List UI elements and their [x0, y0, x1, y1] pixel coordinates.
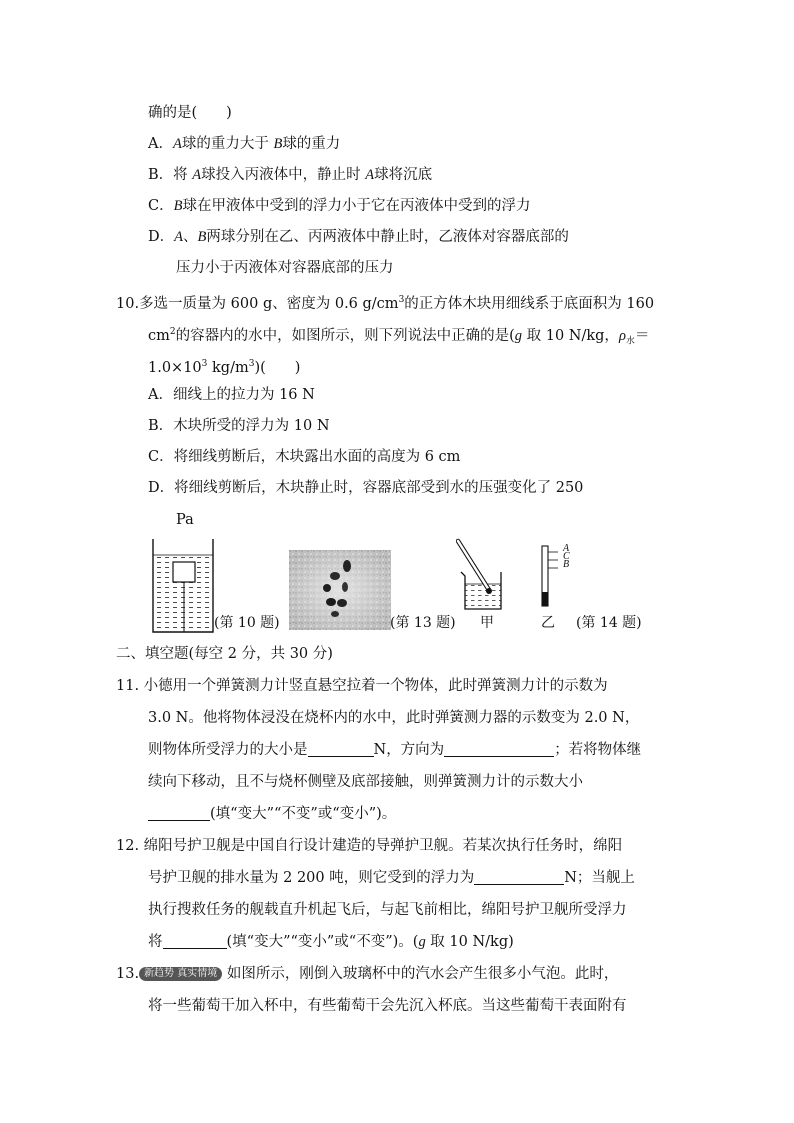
superscript: 2	[169, 327, 176, 337]
mark-b: B	[563, 559, 570, 570]
question-text: 的容器内的水中，如图所示，则下列说法中正确的是(	[175, 327, 515, 344]
q10-line1	[116, 291, 654, 313]
q10-option-c: C．将细线剪断后，木块露出水面的高度为 6 cm	[148, 449, 461, 465]
superscript: 3	[398, 295, 405, 305]
symbol-rho: ρ	[618, 327, 626, 344]
question-text: 多选一质量为 600 g、密度为 0.6 g/cm	[139, 295, 399, 312]
option-text: 两球分别在乙、丙两液体中静止时，乙液体对容器底部的	[206, 229, 569, 245]
mark-a: A	[563, 543, 570, 554]
q11-line2: 3.0 N。他将物体浸没在烧杯内的水中，此时弹簧测力器的示数变为 2.0 N，	[148, 710, 640, 726]
figure-14-densimeter-yi	[536, 544, 576, 608]
q10-option-a: A．细线上的拉力为 16 N	[148, 387, 315, 403]
q10-option-d-unit: Pa	[176, 512, 194, 528]
q9-option-c	[148, 197, 530, 215]
figure-14-label-jia: 甲	[480, 615, 494, 631]
q9-option-a	[148, 135, 340, 153]
figure-14-beaker-jia	[456, 538, 512, 614]
q10-option-b: B．木块所受的浮力为 10 N	[148, 418, 330, 434]
q9-stem-tail: 确的是( )	[148, 105, 232, 121]
symbol-g: g	[418, 934, 426, 950]
answer-blank[interactable]	[444, 742, 554, 757]
answer-blank[interactable]	[163, 934, 227, 949]
q13-line1	[116, 965, 618, 983]
question-text: 将	[148, 934, 163, 950]
option-text: 、	[183, 229, 198, 245]
option-letter: C．	[148, 198, 174, 214]
ball-label: B	[173, 198, 183, 214]
question-number: 11.	[116, 678, 140, 694]
question-number: 10.	[116, 295, 140, 312]
option-letter: D．	[148, 229, 175, 245]
figure-13-caption: (第 13 题)	[390, 615, 456, 631]
ball-label: B	[273, 136, 283, 152]
figure-10-caption: (第 10 题)	[214, 615, 280, 631]
q9-option-b	[148, 166, 432, 184]
figure-14-caption: (第 14 题)	[576, 615, 642, 631]
ball-label: A	[172, 136, 182, 152]
ball-label: B	[197, 229, 207, 245]
section-2-heading: 二、填空题(每空 2 分，共 30 分)	[116, 646, 333, 662]
q11-line1	[116, 677, 608, 695]
question-text: (填“变大”“不变”或“变小”)。	[210, 806, 397, 822]
symbol-g: g	[514, 327, 523, 344]
q9-option-d	[148, 228, 569, 246]
q11-line3	[148, 741, 641, 759]
question-text: 1.0×10	[148, 359, 202, 376]
ball-label: A	[174, 229, 183, 245]
question-number: 13.	[116, 966, 140, 982]
superscript: 3	[248, 359, 255, 369]
subscript: 水	[625, 336, 635, 347]
q11-line4: 续向下移动，且不与烧杯侧壁及底部接触，则弹簧测力计的示数大小	[148, 774, 583, 790]
q10-line3	[148, 355, 300, 377]
q12-line1	[116, 837, 622, 855]
question-text: kg/m	[207, 359, 249, 376]
question-text: 取 10 N/kg)	[425, 934, 514, 950]
question-text: 绵阳号护卫舰是中国自行设计建造的导弹护卫舰。若某次执行任务时，绵阳	[143, 838, 623, 854]
q12-line2	[148, 869, 635, 887]
question-text: cm	[148, 327, 170, 344]
q9-option-d-cont: 压力小于丙液体对容器底部的压力	[176, 260, 394, 276]
option-text: 球的重力大于	[181, 136, 274, 152]
question-number: 12.	[116, 838, 140, 854]
question-text: 则物体所受浮力的大小是	[148, 742, 308, 758]
ball-label: A	[365, 167, 375, 183]
option-text: 将	[173, 167, 193, 183]
answer-blank[interactable]	[474, 870, 564, 885]
question-text: 取 10 N/kg，	[522, 327, 619, 344]
mark-c: C	[563, 551, 570, 562]
figure-10-container-diagram	[148, 535, 218, 635]
question-text: ＝	[634, 327, 650, 344]
figure-14-scale-marks	[563, 545, 570, 569]
option-letter: A．	[148, 136, 173, 152]
option-text: 球将沉底	[374, 167, 433, 183]
q13-line2: 将一些葡萄干加入杯中，有些葡萄干会先沉入杯底。当这些葡萄干表面附有	[148, 998, 627, 1014]
figure-14-label-yi: 乙	[541, 615, 555, 631]
superscript: 3	[201, 359, 208, 369]
answer-blank[interactable]	[148, 806, 210, 821]
question-text: N；当舰上	[564, 870, 635, 886]
q10-option-d: D．将细线剪断后，木块静止时，容器底部受到水的压强变化了 250	[148, 480, 584, 496]
option-text: 球在甲液体中受到的浮力小于它在丙液体中受到的浮力	[182, 198, 531, 214]
answer-blank[interactable]	[308, 742, 374, 757]
ball-label: A	[192, 167, 202, 183]
option-text: 球的重力	[282, 136, 341, 152]
question-text: 小德用一个弹簧测力计竖直悬空拉着一个物体，此时弹簧测力计的示数为	[143, 678, 608, 694]
q12-line4	[148, 933, 514, 951]
q11-line5	[148, 805, 396, 823]
question-text: 号护卫舰的排水量为 2 200 吨，则它受到的浮力为	[148, 870, 475, 886]
option-letter: B．	[148, 167, 174, 183]
question-text: N，方向为	[373, 742, 445, 758]
question-text: ；若将物体继	[554, 742, 642, 758]
question-text: 的正方体木块用细线系于底面积为 160	[404, 295, 655, 312]
question-text: 如图所示，刚倒入玻璃杯中的汽水会产生很多小气泡。此时，	[226, 966, 619, 982]
question-text: (填“变大”“变小”或“不变”)。(	[226, 934, 419, 950]
q10-line2	[148, 323, 649, 351]
new-trend-tag: 新趋势 真实情境	[139, 967, 222, 981]
question-text: )( )	[254, 359, 301, 376]
q12-line3: 执行搜救任务的舰载直升机起飞后，与起飞前相比，绵阳号护卫舰所受浮力	[148, 902, 627, 918]
option-text: 球投入丙液体中，静止时	[201, 167, 366, 183]
figure-13-raisin-photo	[289, 550, 391, 630]
